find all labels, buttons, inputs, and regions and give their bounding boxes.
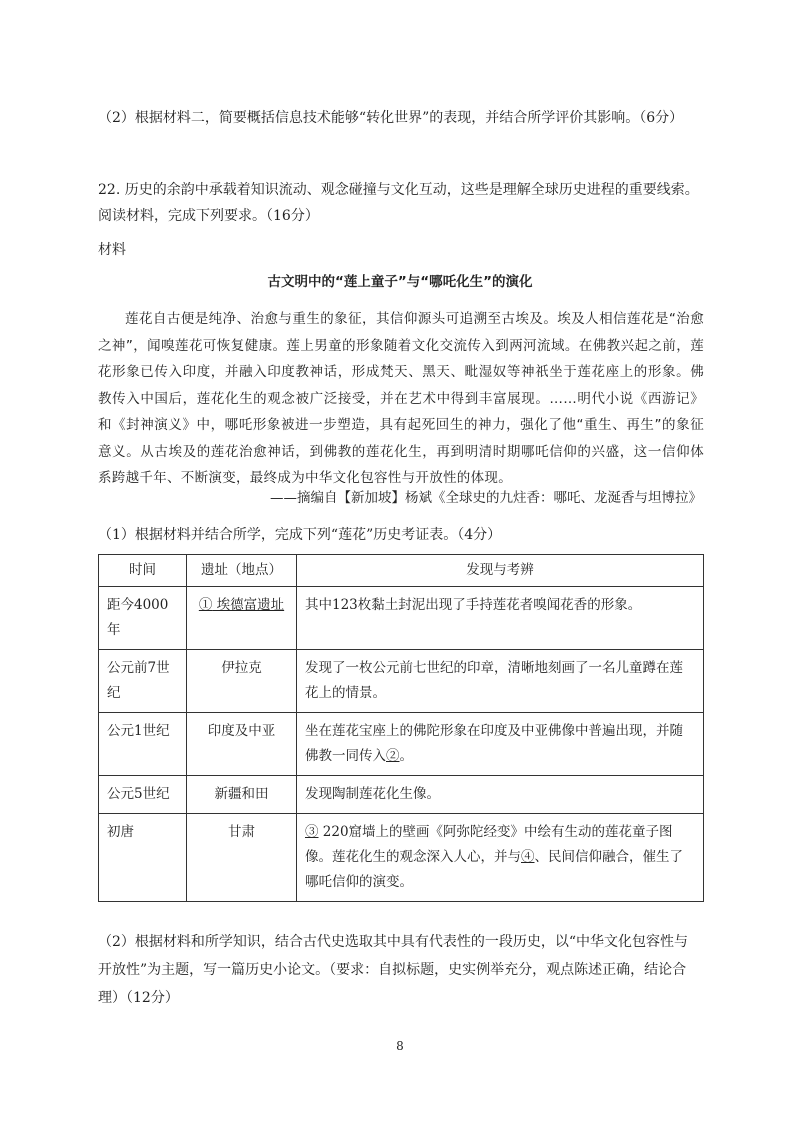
finding-text: 坐在莲花宝座上的佛陀形象在印度及中亚佛像中普遍出现，并随佛教一同传入 <box>305 723 683 764</box>
table-row <box>99 587 704 650</box>
cell-site: 甘肃 <box>187 814 297 902</box>
material-body: 莲花自古便是纯净、治愈与重生的象征，其信仰源头可追溯至古埃及。埃及人相信莲花是“治愈之神”，闻嗅莲花可恢复健康。莲上男童的形象随着文化交流传入到两河流域。在佛教兴起之前，莲花形象已传入印度，并融入印度教神话，形成梵天、黑天、毗湿奴等神祇坐于莲花座上的形象。佛教传入中国后，莲花化生的观念被广泛接受，并在艺术中得到丰富展现。……明代小说《西游记》和《封神演义》中，哪吒形象被进一步塑造，具有起死回生的神力，强化了他“重生、再生”的象征意义。从古埃及的莲花治愈神话，到佛教的莲花化生，再到明清时期哪吒信仰的兴盛，这一信仰体系跨越千年、不断演变，最终成为中华文化包容性与开放性的体现。 <box>98 311 704 486</box>
cell-time: 公元前7世纪 <box>99 650 187 713</box>
cell-site <box>187 587 297 650</box>
finding-text-end: 、民间信仰融合，催生了哪吒信仰的演变。 <box>305 849 683 890</box>
page-number: 8 <box>396 1039 404 1053</box>
material-label: 材料 <box>98 242 126 258</box>
q22-intro-line1: 22. 历史的余韵中承载着知识流动、观念碰撞与文化互动，这些是理解全球历史进程的重要线索。 <box>98 182 699 198</box>
lotus-evidence-table <box>98 554 704 902</box>
cell-finding <box>297 814 704 902</box>
cell-finding: 发现陶制莲花化生像。 <box>297 776 704 814</box>
cell-time: 公元1世纪 <box>99 713 187 776</box>
header-site: 遗址（地点） <box>187 555 297 587</box>
table-row <box>99 776 704 814</box>
q22-intro-line2: 阅读材料，完成下列要求。（16分） <box>98 208 319 224</box>
cell-finding: 发现了一枚公元前七世纪的印章，清晰地刻画了一名儿童蹲在莲花上的情景。 <box>297 650 704 713</box>
blank-answer-1: ① <box>198 597 213 613</box>
finding-text-end: 。 <box>399 748 413 764</box>
blank-2: ② <box>386 748 400 764</box>
cell-finding <box>297 713 704 776</box>
table-row <box>99 713 704 776</box>
sub-question-2-line2: 开放性”为主题，写一篇历史小论文。（要求：自拟标题，史实例举充分，观点陈述正确，结论合 <box>98 962 687 978</box>
sub-question-2-line3: 理）（12分） <box>98 990 179 1006</box>
prev-question-part2: （2）根据材料二，简要概括信息技术能够“转化世界”的表现，并结合所学评价其影响。（6分） <box>98 110 684 126</box>
table-row <box>99 814 704 902</box>
header-finding: 发现与考辨 <box>297 555 704 587</box>
cell-finding: 其中123枚黏土封泥出现了手持莲花者嗅闻花香的形象。 <box>297 587 704 650</box>
sub-question-2-line1: （2）根据材料和所学知识，结合古代史选取其中具有代表性的一段历史，以“中华文化包容性与 <box>98 934 689 950</box>
material-title: 古文明中的“莲上童子”与“哪吒化生”的演化 <box>267 274 533 290</box>
cell-time: 公元5世纪 <box>99 776 187 814</box>
blank-3: ③ <box>305 824 319 840</box>
header-time: 时间 <box>99 555 187 587</box>
material-source: ——摘编自【新加坡】杨斌《全球史的九炷香：哪吒、龙涎香与坦博拉》 <box>270 490 702 506</box>
sub-question-1: （1）根据材料并结合所学，完成下列“莲花”历史考证表。（4分） <box>98 527 502 543</box>
cell-site: 伊拉克 <box>187 650 297 713</box>
blank-4: ④ <box>521 849 535 865</box>
cell-site: 新疆和田 <box>187 776 297 814</box>
cell-time: 初唐 <box>99 814 187 902</box>
table-row <box>99 650 704 713</box>
blank-answer-1-text: 埃德富遗址 <box>212 597 285 613</box>
cell-time: 距今4000年 <box>99 587 187 650</box>
table-header-row <box>99 555 704 587</box>
cell-site: 印度及中亚 <box>187 713 297 776</box>
finding-text: 220窟墙上的壁画《阿弥陀经变》中绘有生动的莲花童子图像。莲花化生的观念深入人心，并与 <box>305 824 673 865</box>
